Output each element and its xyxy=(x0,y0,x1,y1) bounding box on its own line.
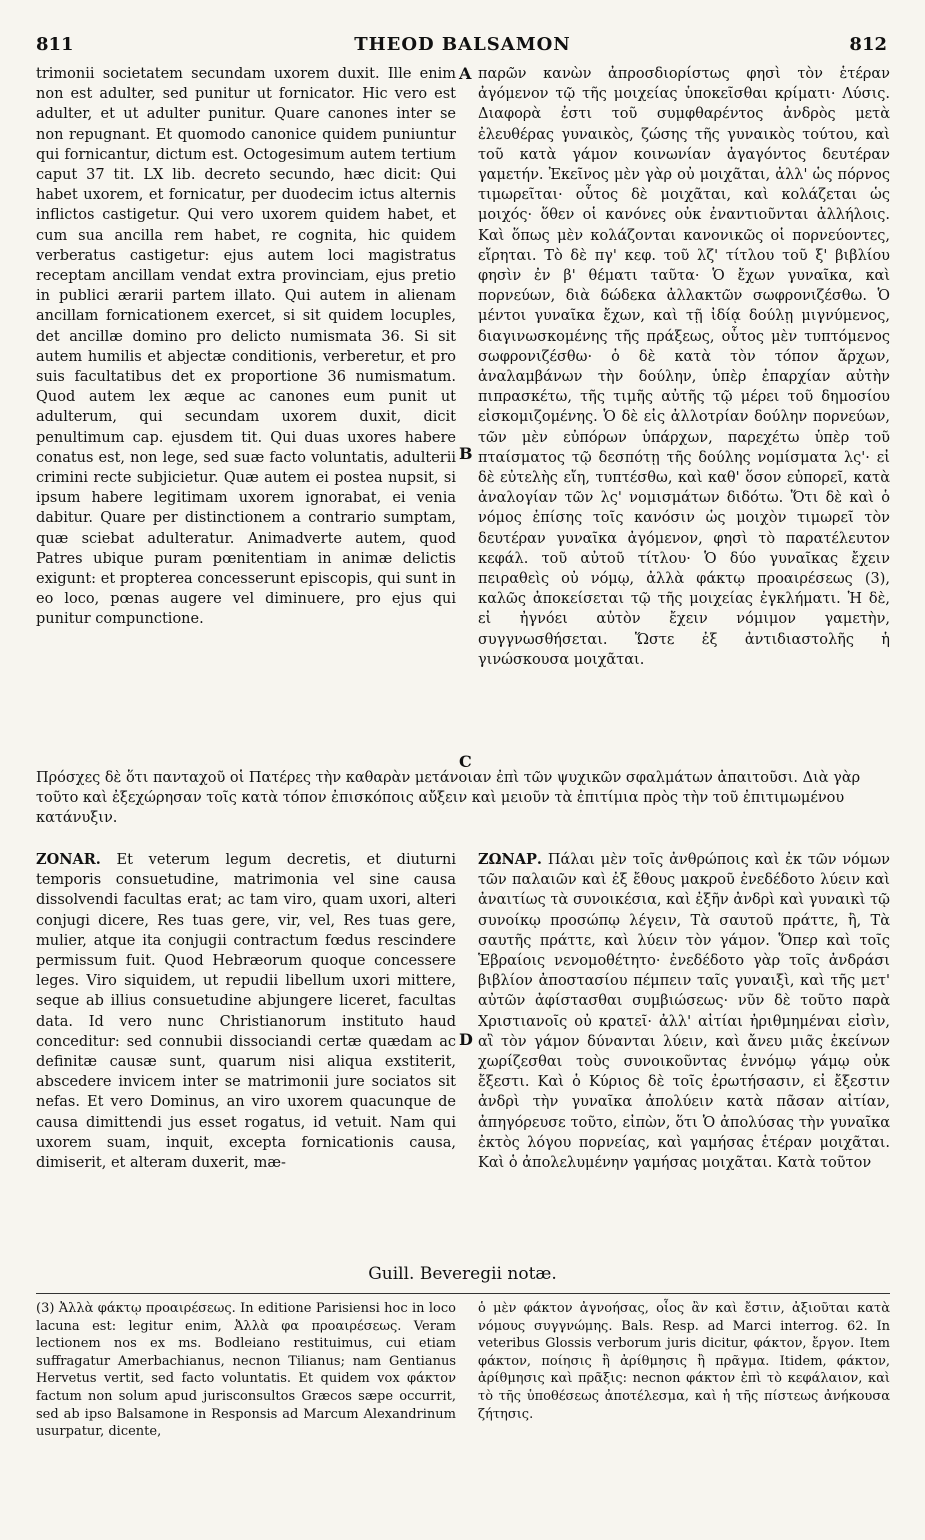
running-title: THEOD BALSAMON xyxy=(354,34,571,55)
zonar-latin-column xyxy=(36,850,456,1173)
greek-column-top xyxy=(478,64,890,670)
zonar-greek-heading: ΖΩΝΑΡ. xyxy=(478,851,542,868)
zonar-latin-heading: ZONAR. xyxy=(36,851,101,868)
notes-divider xyxy=(36,1293,890,1294)
latin-paragraph: trimonii societatem secundam uxorem duxit. Ille enim non est adulter, sed punitur ut fornicator. Hic vero est adulter, et ut adulter punitur. Quare canones inter se non repugnant. Et quomodo canonice quidem puniuntur qui fornicantur, dictum est. Octogesimum autem tertium caput 37 tit. LX lib. decreto secundo, hæc dicit: Qui habet uxorem, et fornicatur, per duodecim ictus alternis inflictos castigetur. Qui vero uxorem quidem habet, et cum sua ancilla rem habet, re cognita, hic quidem verberatus castigetur: ejus autem loci magistratus receptam ancillam vendat extra provinciam, ejus pretio in publici ærarii partem illato. Qui autem in alienam ancillam fornicationem exercet, si sit quidem locuples, det ancillæ domino pro delicto numismata 36. Si sit autem humilis et abjectæ conditionis, verberetur, et pro suis facultatibus det ex proportione 36 numismatum. Quod autem lex æque ac canones eum punit ut adulterum, qui secundam uxorem duxit, dicit penultimum cap. ejusdem tit. Qui duas uxores habere conatus est, non lege, sed suæ facto voluntatis, adulterii crimini recte subjicietur. Quæ autem ei postea nupsit, si ipsum habere legitimam uxorem ignorabat, ei venia dabitur. Quare per distinctionem a contrario sumptam, quæ sciebat adulteratur. Animadverte autem, quod Patres ubique puram pœnitentiam in animæ delictis exigunt: et propterea concesserunt episcopis, qui sunt in eo loco, pœnas augere vel diminuere, pro ejus qui punitur compunctione. xyxy=(36,66,456,628)
greek-span-paragraph: Πρόσχες δὲ ὅτι πανταχοῦ οἱ Πατέρες τὴν καθαρὰν μετάνοιαν ἐπὶ τῶν ψυχικῶν σφαλμάτων ἀπαιτοῦσι. Διὰ γὰρ τοῦτο καὶ ἐξεχώρησαν τοῖς κατὰ τόπον ἐπισκόποις αὔξειν καὶ μειοῦν τὰ ἐπιτίμια πρὸς τὴν τοῦ ἐπιτιμωμένου κατάνυξιν. xyxy=(36,770,861,827)
section-marker-a: A xyxy=(459,64,472,83)
left-page-number: 811 xyxy=(36,34,74,55)
footnote-latin: (3) Ἀλλὰ φάκτῳ προαιρέσεως. In editione Parisiensi hoc in loco lacuna est: legitur enim, Ἀλλὰ φα προαιρέσεως. Veram lectionem nos ex ms. Bodleiano restituimus, cui etiam suffragatur Amerbachianus, necnon Tilianus; nam Gentianus Hervetus vertit, sed facto voluntatis. Et quidem vox φάκτον factum non solum apud jurisconsultos Græcos sæpe occurrit, sed ab ipso Balsamone in Responsis ad Marcum Alexandrinum usurpatur, dicente, xyxy=(36,1301,456,1440)
zonar-latin-text: Et veterum legum decretis, et diuturni temporis consuetudine, matrimonia vel sine causa dissolvendi facultas erat; ac tam viro, quam uxori, alteri conjugi dicere, Res tuas gere, vir, vel, Res tuas gere, mulier, atque ita conjugii contractum fœdus rescindere permissum fuit. Quod Hebræorum quoque concessere leges. Viro siquidem, ut repudii libellum uxori mittere, seque ab illius consuetudine abjungere liceret, facultas data. Id vero nunc Christianorum instituto haud conceditur: sed connubii dissociandi certæ quædam ac definitæ causæ sunt, quarum nisi aliqua exstiterit, abscedere invicem inter se matrimonii jure sociatos sit nefas. Et vero Dominus, an viro uxorem quacunque de causa dimittendi jus esset rogatus, id vetuit. Nam qui uxorem suam, inquit, excepta fornicationis causa, dimiserit, et alteram duxerit, mæ- xyxy=(36,852,456,1172)
section-marker-c: C xyxy=(459,752,472,771)
section-marker-d: D xyxy=(459,1030,473,1049)
right-page-number: 812 xyxy=(849,34,887,55)
section-marker-b: B xyxy=(459,444,473,463)
latin-column-top xyxy=(36,64,456,630)
zonar-greek-column xyxy=(478,850,890,1173)
zonar-greek-text: Πάλαι μὲν τοῖς ἀνθρώποις καὶ ἐκ τῶν νόμων τῶν παλαιῶν καὶ ἐξ ἔθους μακροῦ ἐνεδέδοτο λύειν καὶ ἀναιτίως τὰ συνοικέσια, καὶ ἐξῆν ἀνδρὶ καὶ γυναικὶ τῷ συνοίκῳ προσώπῳ λέγειν, Τὰ σαυτοῦ πράττε, ἢ, Τὰ σαυτῆς πράττε, καὶ λύειν τὸν γάμον. Ὅπερ καὶ τοῖς Ἑβραίοις νενομοθέτητο· ἐνεδέδοτο γὰρ τοῖς ἀνδράσι βιβλίον ἀποστασίου πέμπειν ταῖς γυναιξὶ, καὶ τῆς μετ' αὐτῶν ἀφίστασθαι συμβιώσεως· νῦν δὲ τοῦτο παρὰ Χριστιανοῖς οὐ κρατεῖ· ἀλλ' αἰτίαι ἠριθμημέναι εἰσὶν, αἳ τὸν γάμον δύνανται λύειν, καὶ ἄνευ μιᾶς ἐκείνων χωρίζεσθαι τοὺς συνοικοῦντας ἐννόμῳ γάμῳ οὐκ ἔξεστι. Καὶ ὁ Κύριος δὲ τοῖς ἐρωτήσασιν, εἰ ἔξεστιν ἀνδρὶ τὴν γυναῖκα ἀπολύειν κατὰ πᾶσαν αἰτίαν, ἀπηγόρευσε τοῦτο, εἰπὼν, ὅτι Ὁ ἀπολύσας τὴν γυναῖκα ἐκτὸς λόγου πορνείας, καὶ γαμήσας ἑτέραν μοιχᾶται. Καὶ ὁ ἀπολελυμένην γαμήσας μοιχᾶται. Κατὰ τοῦτον xyxy=(478,852,890,1172)
notes-title: Guill. Beveregii notæ. xyxy=(368,1264,557,1284)
greek-paragraph: παρῶν κανὼν ἀπροσδιορίστως φησὶ τὸν ἑτέραν ἀγόμενον τῷ τῆς μοιχείας ὑποκεῖσθαι κρίματι· Λύσις. Διαφορὰ ἐστι τοῦ συμφθαρέντος ἀνδρὸς μετὰ ἐλευθέρας γυναικὸς, ζώσης τῆς γυναικὸς τούτου, καὶ τοῦ κατὰ γάμον κοινωνίαν ἀγαγόντος δευτέραν γαμετήν. Ἐκεῖνος μὲν γὰρ οὐ μοιχᾶται, ἀλλ' ὡς πόρνος τιμωρεῖται· οὗτος δὲ μοιχᾶται, καὶ κολάζεται ὡς μοιχός· ὅθεν οἱ κανόνες οὐκ ἐναντιοῦνται ἀλλήλοις. Καὶ ὅπως μὲν κολάζονται κανονικῶς οἱ πορνεύοντες, εἴρηται. Τὸ δὲ πγ' κεφ. τοῦ λζ' τίτλου τοῦ ξ' βιβλίου φησὶν ἐν β' θέματι ταῦτα· Ὁ ἔχων γυναῖκα, καὶ πορνεύων, διὰ δώδεκα ἀλλακτῶν σωφρονιζέσθω. Ὁ μέντοι γυναῖκα ἔχων, καὶ τῇ ἰδίᾳ δούλῃ μιγνύμενος, διαγινωσκομένης τῆς πράξεως, οὗτος μὲν τυπτόμενος σωφρονιζέσθω· ὁ δὲ κατὰ τὸν τόπον ἄρχων, ἀναλαμβάνων τὴν δούλην, ὑπὲρ ἐπαρχίαν αὐτὴν πιπρασκέτω, τῆς τιμῆς αὐτῆς τῷ μέρει τοῦ δημοσίου εἰσκομιζομένης. Ὁ δὲ εἰς ἀλλοτρίαν δούλην πορνεύων, τῶν μὲν εὐπόρων ὑπάρχων, παρεχέτω ὑπὲρ τοῦ πταίσματος τῷ δεσπότῃ τῆς δούλης νομίσματα λς'· εἰ δὲ εὐτελὴς εἴη, τυπτέσθω, καὶ καθ' ὅσον εὐπορεῖ, κατὰ ἀναλογίαν τῶν λς' νομισμάτων διδότω. Ὅτι δὲ καὶ ὁ νόμος ἐπίσης τοῖς κανόσιν ὡς μοιχὸν τιμωρεῖ τὸν δευτέραν γυναῖκα ἀγόμενον, φησὶ τὸ παρατέλευτον κεφάλ. τοῦ αὐτοῦ τίτλου· Ὁ δύο γυναῖκας ἔχειν πειραθεὶς οὐ νόμῳ, ἀλλὰ φάκτῳ προαιρέσεως (3), καλῶς ἀποκείσεται τῷ τῆς μοιχείας ἐγκλήματι. Ἡ δὲ, εἰ ἠγνόει αὐτὸν ἔχειν νόμιμον γαμετὴν, συγγνωσθήσεται. Ὥστε ἐξ ἀντιδιαστολῆς ἡ γινώσκουσα μοιχᾶται. xyxy=(478,66,890,668)
footnote-greek: ὁ μὲν φάκτον ἀγνοήσας, οἷος ἂν καὶ ἔστιν, ἀξιοῦται κατὰ νόμους συγγνώμης. Bals. Resp. ad Marci interrog. 62. In veteribus Glossis verborum juris dicitur, φάκτον, ἔργον. Item φάκτον, ποίησις ἢ ἀρίθμησις ἢ πρᾶγμα. Itidem, φάκτον, ἀρίθμησις καὶ πρᾶξις: necnon φάκτον ἐπὶ τὸ κεφάλαιον, καὶ τὸ τῆς ὑποθέσεως ἀποτέλεσμα, καὶ ἡ τῆς πίστεως ἀνήκουσα ζήτησις. xyxy=(478,1301,890,1422)
